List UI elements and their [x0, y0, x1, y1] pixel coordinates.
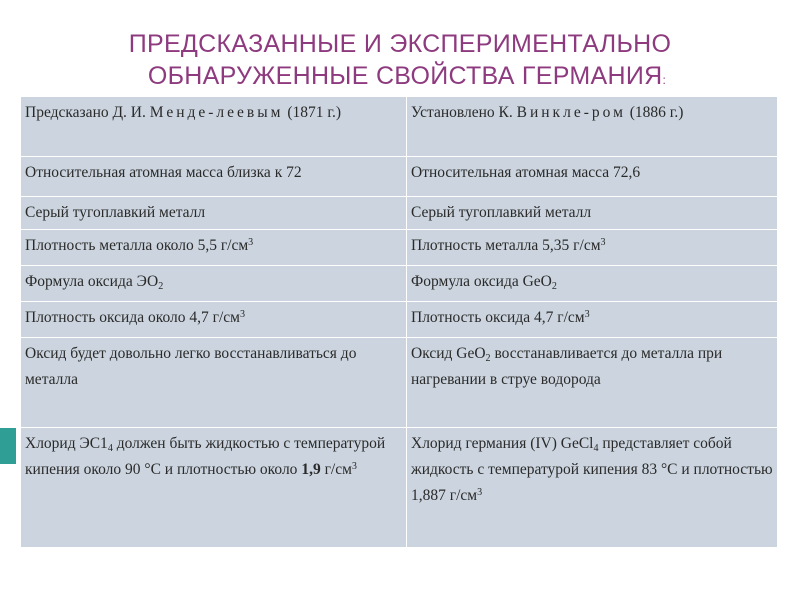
cell-text: Формула оксида GeO — [411, 273, 552, 290]
cell-predicted — [21, 302, 407, 338]
cell-sup: 3 — [248, 237, 254, 248]
cell-sub: 4 — [107, 443, 113, 454]
cell-established: Серый тугоплавкий металл — [407, 197, 778, 230]
table-row — [21, 428, 778, 548]
header-predicted — [21, 97, 407, 157]
cell-text: Формула оксида ЭО — [25, 273, 159, 290]
table-row — [21, 197, 778, 230]
cell-text: восстанавливается до металла при нагревании в струе водорода — [411, 345, 723, 388]
cell-predicted — [21, 428, 407, 548]
cell-predicted — [21, 230, 407, 266]
table-row — [21, 338, 778, 428]
header-established-post: (1886 г.) — [625, 104, 684, 121]
header-predicted-name: Менде-леевым — [149, 104, 284, 121]
cell-text: Плотность оксида около 4,7 г/см — [25, 309, 240, 326]
cell-text: Оксид GeO — [411, 345, 486, 362]
cell-text: должен быть жидкостью с температурой кипения около 90 °С и плотностью около — [25, 435, 386, 478]
title-line-1: ПРЕДСКАЗАННЫЕ И ЭКСПЕРИМЕНТАЛЬНО — [128, 30, 672, 58]
cell-text: Плотность металла около 5,5 г/см — [25, 237, 249, 254]
cell-sup: 3 — [477, 487, 483, 498]
cell-established — [407, 230, 778, 266]
cell-text: Хлорид германия (IV) GeCl — [411, 435, 594, 452]
cell-predicted: Серый тугоплавкий металл — [21, 197, 407, 230]
cell-established: Относительная атомная масса 72,6 — [407, 157, 778, 197]
table-row — [21, 266, 778, 302]
cell-sub: 2 — [158, 281, 164, 292]
cell-sub: 4 — [593, 443, 599, 454]
header-established-name: Винкле-ром — [516, 104, 626, 121]
header-predicted-post: (1871 г.) — [283, 104, 342, 121]
title-line-2-text: ОБНАРУЖЕННЫЕ СВОЙСТВА ГЕРМАНИЯ — [147, 62, 663, 90]
cell-text: Хлорид ЭС1 — [25, 435, 108, 452]
cell-established — [407, 266, 778, 302]
cell-sub: 2 — [485, 353, 491, 364]
slide-title — [0, 28, 800, 96]
title-line-2 — [0, 60, 800, 96]
header-established-pre: Установлено К. — [411, 104, 517, 121]
accent-bar — [0, 428, 16, 464]
table-header-row — [21, 97, 778, 157]
cell-text: г/см — [320, 461, 352, 478]
cell-sup: 3 — [584, 309, 590, 320]
cell-predicted — [21, 266, 407, 302]
cell-text: Плотность оксида 4,7 г/см — [411, 309, 585, 326]
cell-text: Плотность металла 5,35 г/см — [411, 237, 601, 254]
header-predicted-pre: Предсказано Д. И. — [25, 104, 150, 121]
cell-text: представляет собой жидкость с температурой кипения 83 °С и плотностью 1,887 г/см — [411, 435, 773, 504]
cell-established — [407, 338, 778, 428]
cell-predicted: Относительная атомная масса близка к 72 — [21, 157, 407, 197]
cell-established — [407, 302, 778, 338]
table-row — [21, 230, 778, 266]
cell-sup: 3 — [351, 461, 357, 472]
header-established — [407, 97, 778, 157]
cell-predicted: Оксид будет довольно легко восстанавливаться до металла — [21, 338, 407, 428]
germanium-properties-table — [20, 96, 778, 548]
title-colon: : — [662, 73, 667, 87]
table-row — [21, 302, 778, 338]
cell-sub: 2 — [551, 281, 557, 292]
cell-sup: 3 — [600, 237, 606, 248]
cell-bold-value: 1,9 — [301, 461, 321, 478]
cell-sup: 3 — [240, 309, 246, 320]
cell-established — [407, 428, 778, 548]
table-row — [21, 157, 778, 197]
